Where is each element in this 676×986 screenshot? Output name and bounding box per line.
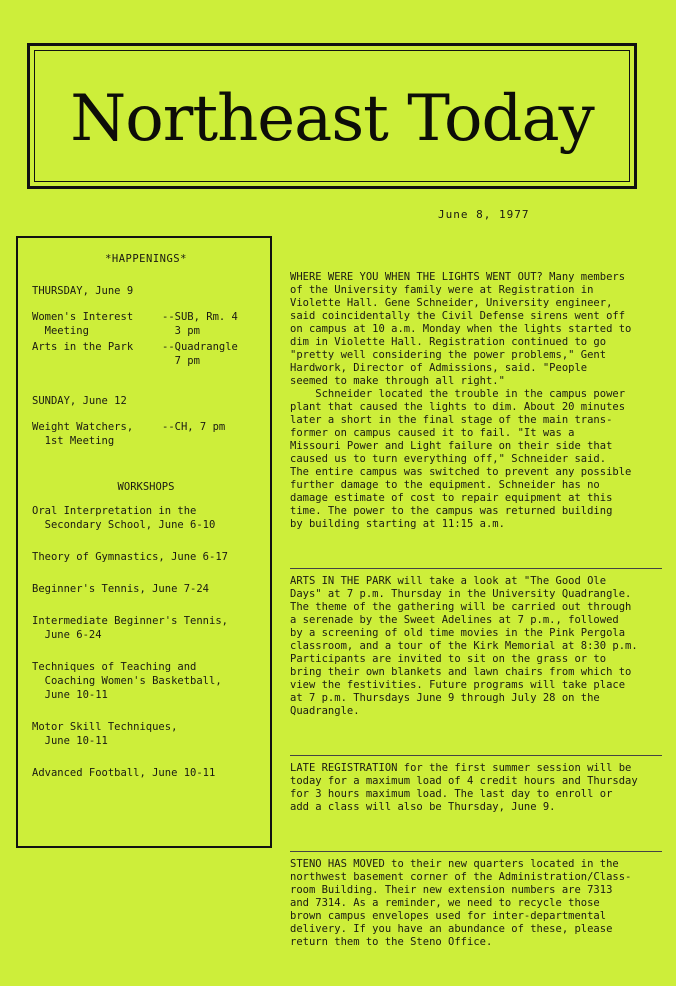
article-arts-in-the-park: ARTS IN THE PARK will take a look at "The Good Ole Days" at 7 p.m. Thursday in the University Quadrangle. The theme of the gathering will be carried out through a serenade by the Sweet Adelines at 7 p.m., followed by a screening of old time movies in the Pink Pergola classroom, and a tour of the Kirk Memorial at 8:30 p.m. Participants are invited to sit on the grass or to bring their own blankets and lawn chairs from which to view the festivities. Future programs will take place at 7 p.m. Thursdays June 9 through July 28 on the Quadrangle. (290, 568, 662, 718)
event-info: --Quadrangle 7 pm (162, 341, 238, 367)
calendar-event (32, 310, 260, 338)
happenings-calendar (16, 236, 272, 848)
calendar-event (32, 420, 260, 448)
masthead-title: Northeast Today (70, 82, 594, 156)
masthead-inner-frame (34, 50, 630, 182)
event-name: Arts in the Park (32, 341, 134, 353)
calendar-day: SUNDAY, June 12 (32, 395, 127, 407)
workshops-heading: WORKSHOPS (117, 481, 175, 493)
calendar-event (32, 340, 260, 368)
masthead-frame (27, 43, 637, 189)
workshop-item: Techniques of Teaching and Coaching Women's Basketball, June 10-11 (32, 661, 222, 701)
issue-date: June 8, 1977 (438, 208, 530, 221)
calendar-day: THURSDAY, June 9 (32, 285, 134, 297)
event-info: --SUB, Rm. 4 3 pm (162, 311, 238, 337)
event-info: --CH, 7 pm (162, 421, 226, 433)
workshop-item: Motor Skill Techniques, June 10-11 (32, 721, 178, 747)
calendar-heading: *HAPPENINGS* (105, 253, 187, 265)
workshop-item: Oral Interpretation in the Secondary School, June 6-10 (32, 505, 216, 531)
workshop-item: Intermediate Beginner's Tennis, June 6-24 (32, 615, 228, 641)
event-name: Weight Watchers, 1st Meeting (32, 421, 134, 447)
article-power-outage: WHERE WERE YOU WHEN THE LIGHTS WENT OUT? Many members of the University family were at Registration in Violette Hall. Gene Schneider, University engineer, said coincidentally the Civil Defense sirens went off on campus at 10 a.m. Monday when the lights started to dim in Violette Hall. Registration continued to go "pretty well considering the power problems," Gent Hardwork, Director of Admissions, said. "People seemed to make through all right." Schneider located the trouble in the campus power plant that caused the lights to dim. About 20 minutes later a short in the final stage of the main trans- former on campus caused it to fail. "It was a Missouri Power and Light failure on their side that caused us to turn everything off," Schneider said. The entire campus was switched to prevent any possible further damage to the equipment. Schneider has no damage estimate of cost to repair equipment at this time. The power to the campus was returned building by building starting at 11:15 a.m. (290, 271, 632, 530)
workshop-item: Theory of Gymnastics, June 6-17 (32, 551, 228, 563)
article-late-registration: LATE REGISTRATION for the first summer session will be today for a maximum load of 4 credit hours and Thursday for 3 hours maximum load. The last day to enroll or add a class will also be Thursday, June 9. (290, 755, 662, 814)
article-steno-moved: STENO HAS MOVED to their new quarters located in the northwest basement corner of the Administration/Class- room Building. Their new extension numbers are 7313 and 7314. As a reminder, we need to recycle those brown campus envelopes used for inter-departmental delivery. If you have an abundance of these, please return them to the Steno Office. (290, 851, 662, 949)
event-name: Women's Interest Meeting (32, 311, 134, 337)
workshop-item: Beginner's Tennis, June 7-24 (32, 583, 210, 595)
workshop-item: Advanced Football, June 10-11 (32, 767, 216, 779)
news-column (290, 245, 662, 986)
